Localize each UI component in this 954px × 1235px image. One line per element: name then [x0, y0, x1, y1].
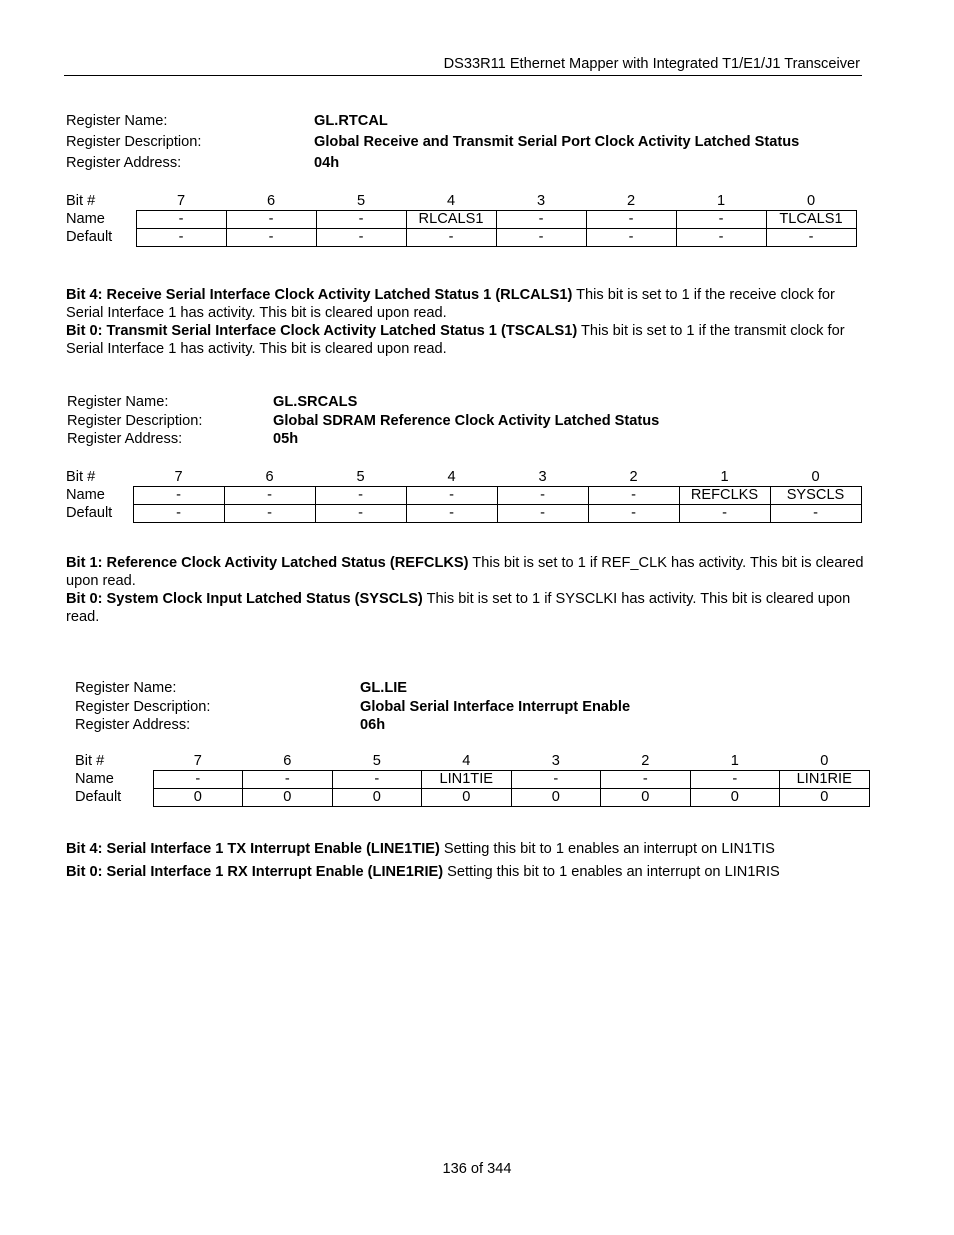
bit-name-cell: - [601, 771, 691, 789]
register-name-label: Register Name: [66, 113, 168, 129]
bit-number: 3 [551, 753, 560, 769]
bit-description-refclks [66, 554, 866, 590]
register-address-value: 05h [273, 431, 299, 447]
register-name-value: GL.RTCAL [314, 113, 388, 129]
bit-number: 0 [811, 469, 820, 485]
register-description-label: Register Description: [67, 412, 203, 429]
bit-default-cell: 0 [690, 789, 780, 807]
bit-default-row [75, 789, 869, 807]
bit-number: 0 [820, 753, 829, 769]
bit-name-cell: - [315, 487, 406, 505]
bit-default-row [66, 505, 861, 523]
register-address-label: Register Address: [67, 431, 183, 447]
bit-description-tscals1 [66, 322, 866, 358]
default-row-label: Default [75, 789, 122, 805]
name-row-label: Name [75, 771, 114, 787]
bit-name-cell: - [496, 211, 586, 229]
bit-name-cell: - [226, 211, 316, 229]
bit-name-cell: - [588, 487, 679, 505]
bit-name-cell: - [690, 771, 780, 789]
bit-number: 2 [629, 469, 638, 485]
register-address-value: 04h [314, 155, 340, 171]
bit-default-cell: 0 [780, 789, 870, 807]
bit-name-cell: - [332, 771, 422, 789]
bit-default-cell: - [316, 229, 406, 247]
bit-number: 6 [266, 193, 276, 209]
bit-name-cell: - [676, 211, 766, 229]
page-number: 136 of 344 [442, 1161, 512, 1177]
register-name-label: Register Name: [75, 680, 177, 696]
bit-number: 1 [730, 753, 739, 769]
bit-default-cell: 0 [601, 789, 691, 807]
bit-name-cell: LIN1TIE [422, 771, 512, 789]
bit-name-cell: - [133, 487, 224, 505]
bit-hash-label: Bit # [66, 193, 96, 210]
bit-name-cell: - [243, 771, 333, 789]
bit-default-cell: - [133, 505, 224, 523]
bit-default-cell: - [586, 229, 676, 247]
bit-default-cell: 0 [422, 789, 512, 807]
bit-description-heading: Bit 0: System Clock Input Latched Status (SYSCLS) [66, 591, 423, 607]
default-row-label: Default [66, 505, 113, 521]
bit-default-cell: - [315, 505, 406, 523]
bit-hash-label: Bit # [66, 469, 96, 486]
name-row-label: Name [66, 487, 105, 503]
bit-number: 5 [372, 753, 381, 769]
bit-default-cell: - [588, 505, 679, 523]
bit-number: 7 [193, 753, 202, 769]
register-info-lie [75, 679, 630, 735]
register-description-label: Register Description: [66, 134, 202, 150]
bit-name-cell: - [497, 487, 588, 505]
register-description-label: Register Description: [75, 698, 211, 715]
bit-name-cell: - [586, 211, 676, 229]
bit-default-cell: - [770, 505, 861, 523]
bit-default-cell: - [496, 229, 586, 247]
bit-description-text: This bit is set to 1 if the transmit clock for Serial Interface 1 has activity. This bit is cleared upon read. [66, 323, 845, 357]
bit-description-text: Setting this bit to 1 enables an interrupt on LIN1RIS [443, 864, 780, 880]
bit-table-lie [75, 753, 870, 807]
bit-number: 3 [536, 193, 546, 209]
bit-default-cell: - [679, 505, 770, 523]
bit-name-cell: - [153, 771, 243, 789]
bit-table-rtcal [66, 193, 857, 247]
bit-number: 5 [356, 469, 365, 485]
bit-description-text: Setting this bit to 1 enables an interrupt on LIN1TIS [439, 841, 775, 857]
bit-number: 5 [356, 193, 366, 209]
bit-default-cell: - [406, 505, 497, 523]
bit-default-cell: 0 [153, 789, 243, 807]
bit-name-cell: TLCALS1 [766, 211, 856, 229]
bit-default-cell: - [136, 229, 226, 247]
bit-default-row [66, 229, 856, 247]
bit-name-cell: REFCLKS [679, 487, 770, 505]
bit-number: 4 [447, 469, 456, 485]
bit-number: 7 [174, 469, 183, 485]
bit-description-syscls [66, 590, 866, 626]
bit-name-cell: - [511, 771, 601, 789]
register-name-value: GL.SRCALS [273, 394, 358, 410]
register-address-value: 06h [360, 717, 386, 733]
register-info-srcals [67, 393, 659, 449]
register-name-value: GL.LIE [360, 680, 408, 696]
bit-number-row [66, 469, 861, 487]
bit-table-srcals [66, 469, 862, 523]
bit-default-cell: 0 [332, 789, 422, 807]
bit-name-cell: - [224, 487, 315, 505]
bit-description-line1tie [66, 841, 775, 857]
bit-number: 4 [446, 193, 456, 209]
bit-name-cell: - [136, 211, 226, 229]
bit-number: 6 [283, 753, 292, 769]
bit-description-text: This bit is set to 1 if the receive clock for Serial Interface 1 has activity. This bit is cleared upon read. [66, 287, 835, 321]
bit-default-cell: - [676, 229, 766, 247]
bit-number-row [75, 753, 869, 771]
bit-name-cell: RLCALS1 [406, 211, 496, 229]
bit-description-text: This bit is set to 1 if REF_CLK has activity. This bit is cleared upon read. [66, 555, 864, 589]
register-description-value: Global Receive and Transmit Serial Port Clock Activity Latched Status [314, 134, 800, 150]
bit-description-heading: Bit 0: Transmit Serial Interface Clock Activity Latched Status 1 (TSCALS1) [66, 323, 578, 339]
register-info-rtcal [66, 111, 799, 174]
bit-number: 0 [806, 193, 816, 209]
bit-description-heading: Bit 0: Serial Interface 1 RX Interrupt Enable (LINE1RIE) [66, 864, 444, 880]
bit-number: 7 [176, 193, 186, 209]
bit-name-cell: SYSCLS [770, 487, 861, 505]
page-header-title: DS33R11 Ethernet Mapper with Integrated T1/E1/J1 Transceiver [443, 56, 860, 72]
bit-name-row [66, 487, 861, 505]
bit-default-cell: - [224, 505, 315, 523]
bit-description-heading: Bit 1: Reference Clock Activity Latched Status (REFCLKS) [66, 555, 469, 571]
bit-name-cell: - [406, 487, 497, 505]
bit-default-cell: - [406, 229, 496, 247]
bit-number: 1 [720, 469, 729, 485]
bit-hash-label: Bit # [75, 753, 105, 770]
bit-number: 2 [626, 193, 636, 209]
name-row-label: Name [66, 211, 105, 227]
bit-number: 6 [265, 469, 274, 485]
bit-number: 1 [716, 193, 726, 209]
bit-number: 4 [462, 753, 471, 769]
register-description-value: Global Serial Interface Interrupt Enable [360, 698, 631, 715]
register-address-label: Register Address: [66, 155, 182, 171]
bit-default-cell: - [497, 505, 588, 523]
bit-number-row [66, 193, 856, 211]
bit-description-line1rie [66, 864, 780, 880]
bit-default-cell: 0 [243, 789, 333, 807]
bit-number: 3 [538, 469, 547, 485]
bit-name-cell: LIN1RIE [780, 771, 870, 789]
bit-name-cell: - [316, 211, 406, 229]
bit-name-row [66, 211, 856, 229]
bit-description-rlcals1 [66, 286, 866, 322]
header-divider [64, 75, 862, 76]
register-description-value: Global SDRAM Reference Clock Activity Latched Status [273, 412, 660, 429]
bit-number: 2 [641, 753, 650, 769]
bit-name-row [75, 771, 869, 789]
register-name-label: Register Name: [67, 394, 169, 410]
bit-description-heading: Bit 4: Serial Interface 1 TX Interrupt Enable (LINE1TIE) [66, 841, 440, 857]
bit-description-heading: Bit 4: Receive Serial Interface Clock Activity Latched Status 1 (RLCALS1) [66, 287, 573, 303]
bit-default-cell: - [226, 229, 316, 247]
default-row-label: Default [66, 229, 113, 245]
bit-description-text: This bit is set to 1 if SYSCLKI has activity. This bit is cleared upon read. [66, 591, 851, 625]
register-address-label: Register Address: [75, 717, 191, 733]
bit-default-cell: - [766, 229, 856, 247]
bit-default-cell: 0 [511, 789, 601, 807]
